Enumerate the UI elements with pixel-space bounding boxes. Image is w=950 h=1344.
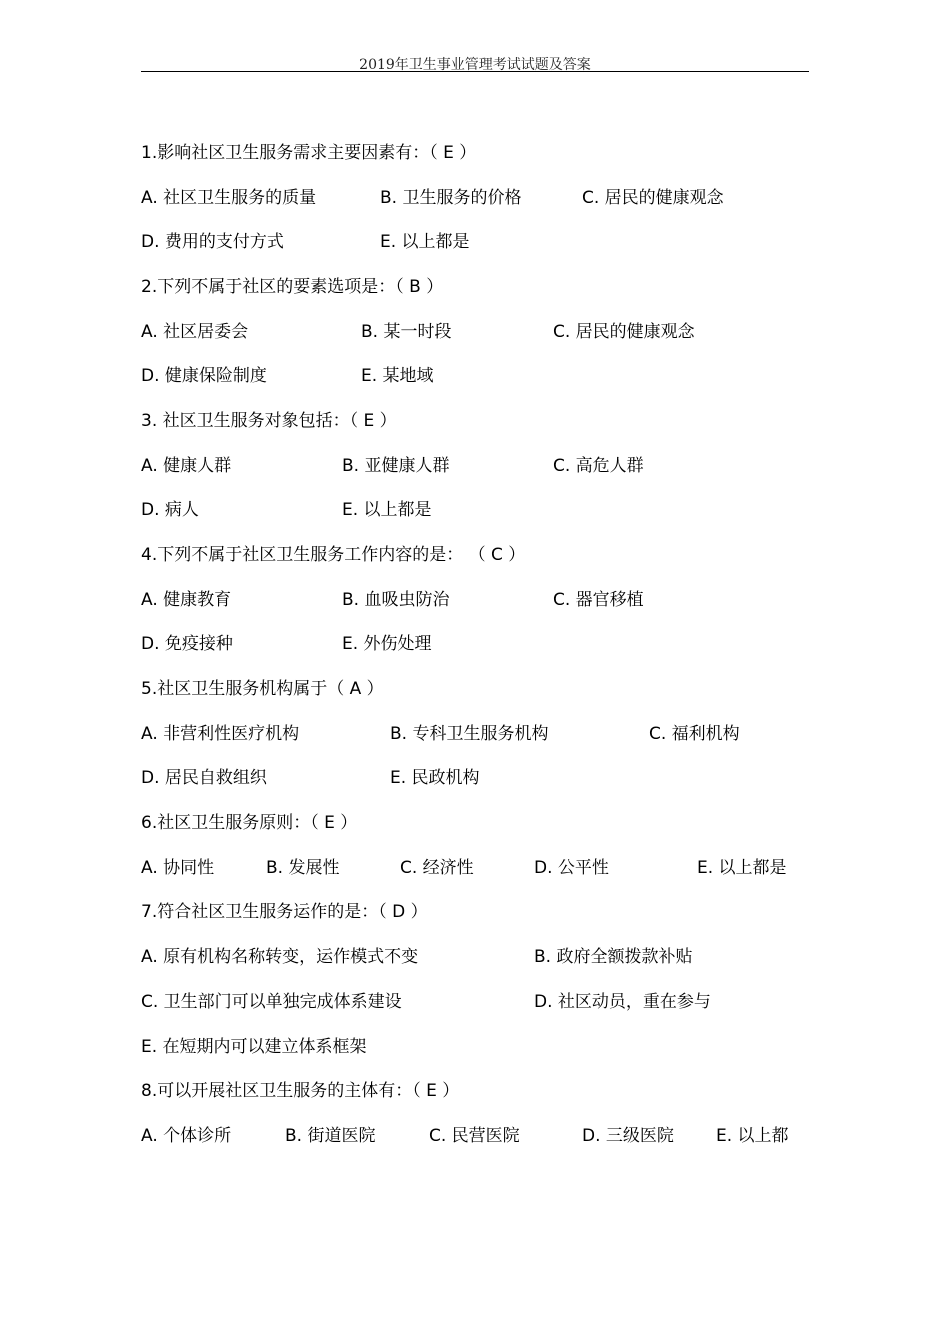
question-5-option-d: D. 居民自救组织: [141, 768, 267, 788]
question-4-option-d: D. 免疫接种: [141, 634, 233, 654]
question-8-option-b: B. 街道医院: [285, 1126, 376, 1146]
question-3-option-c: C. 高危人群: [553, 456, 644, 476]
question-2-option-e: E. 某地域: [361, 366, 434, 386]
question-8-option-d: D. 三级医院: [582, 1126, 674, 1146]
header-divider: [141, 71, 809, 72]
question-4-option-c: C. 器官移植: [553, 590, 644, 610]
question-8-option-a: A. 个体诊所: [141, 1126, 232, 1146]
question-5-option-b: B. 专科卫生服务机构: [390, 724, 549, 744]
question-2-option-b: B. 某一时段: [361, 322, 452, 342]
question-5-option-c: C. 福利机构: [649, 724, 740, 744]
question-1-option-a: A. 社区卫生服务的质量: [141, 188, 317, 208]
question-3-stem: 3. 社区卫生服务对象包括：（ E ）: [141, 411, 397, 431]
question-6-option-b: B. 发展性: [266, 858, 340, 878]
question-2-option-a: A. 社区居委会: [141, 322, 249, 342]
question-1-option-d: D. 费用的支付方式: [141, 232, 284, 252]
question-2-stem: 2.下列不属于社区的要素选项是：（ B ）: [141, 277, 444, 297]
question-6-option-d: D. 公平性: [534, 858, 609, 878]
question-7-stem: 7.符合社区卫生服务运作的是：（ D ）: [141, 902, 428, 922]
question-3-option-d: D. 病人: [141, 500, 199, 520]
question-2-option-d: D. 健康保险制度: [141, 366, 267, 386]
question-1-option-c: C. 居民的健康观念: [582, 188, 724, 208]
question-7-option-a: A. 原有机构名称转变，运作模式不变: [141, 947, 419, 967]
question-3-option-e: E. 以上都是: [342, 500, 432, 520]
question-2-option-c: C. 居民的健康观念: [553, 322, 695, 342]
question-4-option-e: E. 外伤处理: [342, 634, 432, 654]
question-1-option-e: E. 以上都是: [380, 232, 470, 252]
question-1-stem: 1.影响社区卫生服务需求主要因素有：（ E ）: [141, 143, 477, 163]
page-header-title: 2019年卫生事业管理考试试题及答案: [359, 57, 591, 73]
question-5-stem: 5.社区卫生服务机构属于（ A ）: [141, 679, 384, 699]
question-7-option-c: C. 卫生部门可以单独完成体系建设: [141, 992, 402, 1012]
question-3-option-b: B. 亚健康人群: [342, 456, 450, 476]
question-7-option-d: D. 社区动员，重在参与: [534, 992, 711, 1012]
question-8-option-c: C. 民营医院: [429, 1126, 520, 1146]
question-6-option-e: E. 以上都是: [697, 858, 787, 878]
question-3-option-a: A. 健康人群: [141, 456, 232, 476]
question-4-option-a: A. 健康教育: [141, 590, 232, 610]
question-6-stem: 6.社区卫生服务原则：（ E ）: [141, 813, 358, 833]
question-7-option-b: B. 政府全额拨款补贴: [534, 947, 693, 967]
question-5-option-a: A. 非营利性医疗机构: [141, 724, 300, 744]
question-5-option-e: E. 民政机构: [390, 768, 480, 788]
question-4-option-b: B. 血吸虫防治: [342, 590, 450, 610]
question-8-option-e: E. 以上都: [716, 1126, 789, 1146]
question-8-stem: 8.可以开展社区卫生服务的主体有：（ E ）: [141, 1081, 460, 1101]
question-6-option-c: C. 经济性: [400, 858, 474, 878]
question-6-option-a: A. 协同性: [141, 858, 215, 878]
question-1-option-b: B. 卫生服务的价格: [380, 188, 522, 208]
question-7-option-e: E. 在短期内可以建立体系框架: [141, 1037, 367, 1057]
question-4-stem: 4.下列不属于社区卫生服务工作内容的是： （ C ）: [141, 545, 526, 565]
